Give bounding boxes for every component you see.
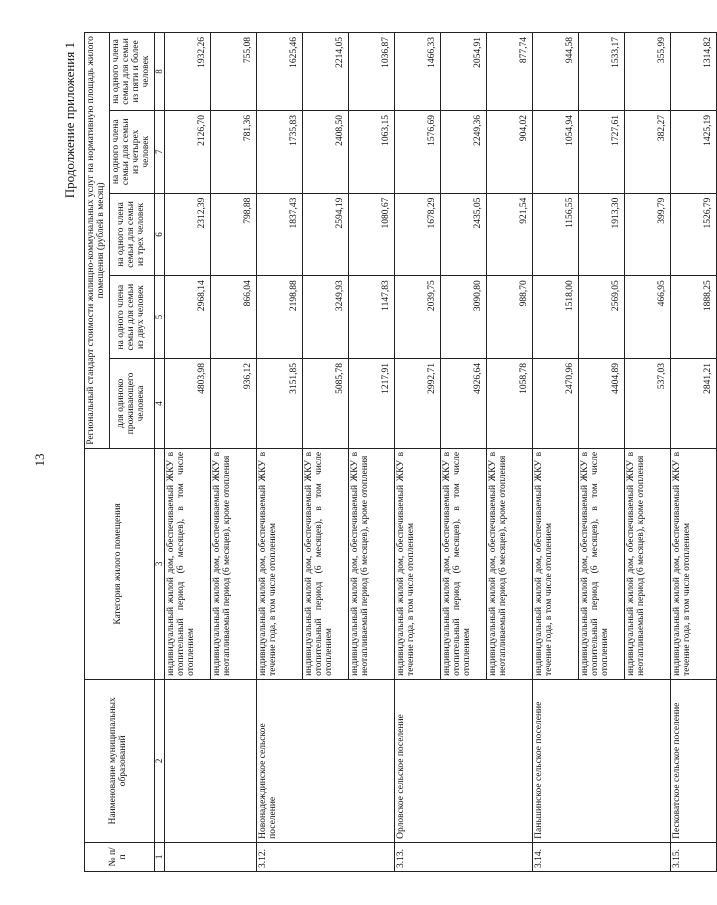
value-cell: 537,03: [625, 358, 671, 448]
row-number: 3.14.: [533, 842, 671, 871]
column-index-row: [154, 33, 164, 872]
value-cell: 2214,05: [303, 33, 349, 111]
value-cell: 1425,19: [671, 110, 717, 193]
header-family-4: на одного члена семьи для семьи из четырех человек: [109, 110, 154, 193]
value-cell: 2594,19: [303, 193, 349, 276]
value-cell: 755,08: [211, 33, 257, 111]
category-cell: индивидуальный жилой дом, обеспечиваемый ЖКУ в течение года, в том числе отоплением: [671, 448, 717, 679]
municipality-name: Паньшинское сельское поселение: [533, 679, 671, 842]
value-cell: 798,88: [211, 193, 257, 276]
value-cell: 1625,46: [257, 33, 303, 111]
column-index-cell: 4: [154, 358, 164, 448]
category-cell: индивидуальный жилой дом, обеспечиваемый ЖКУ в неотапливаемый период (6 месяцев), кроме отопления: [349, 448, 395, 679]
value-cell: 4404,89: [579, 358, 625, 448]
value-cell: 5085,78: [303, 358, 349, 448]
value-cell: 944,58: [533, 33, 579, 111]
value-cell: 2198,88: [257, 276, 303, 359]
value-cell: 2841,21: [671, 358, 717, 448]
municipality-name: Новонадеждинское сельское поселение: [257, 679, 395, 842]
value-cell: 382,27: [625, 110, 671, 193]
category-cell: индивидуальный жилой дом, обеспечиваемый ЖКУ в неотапливаемый период (6 месяцев), кроме отопления: [625, 448, 671, 679]
municipality-name: Песковатское сельское поселение: [671, 679, 717, 842]
value-cell: 2126,70: [165, 110, 211, 193]
row-number: [165, 842, 257, 871]
header-standard-group: Региональный стандарт стоимости жилищно-коммунальных услуг на нормативную площадь жилого помещения (рублей в месяц): [85, 33, 110, 449]
value-cell: 1678,29: [395, 193, 441, 276]
municipality-name: [165, 679, 257, 842]
value-cell: 2968,14: [165, 276, 211, 359]
column-index-cell: 1: [154, 842, 164, 871]
table-row: [257, 33, 303, 872]
rotated-page: [62, 30, 714, 880]
value-cell: 4926,64: [441, 358, 487, 448]
category-cell: индивидуальный жилой дом, обеспечиваемый ЖКУ в отопительный период (6 месяцев), в том числе отоплением: [303, 448, 349, 679]
housing-standard-table: [84, 32, 717, 872]
category-cell: индивидуальный жилой дом, обеспечиваемый ЖКУ в течение года, в том числе отоплением: [257, 448, 303, 679]
table-row: [165, 33, 211, 872]
header-municipality: Наименование муниципальных образований: [85, 679, 155, 842]
value-cell: 921,54: [487, 193, 533, 276]
value-cell: 781,36: [211, 110, 257, 193]
value-cell: 1727,61: [579, 110, 625, 193]
header-family-2: на одного члена семьи для семьи из двух человек: [109, 276, 154, 359]
value-cell: 2435,05: [441, 193, 487, 276]
value-cell: 1518,00: [533, 276, 579, 359]
value-cell: 3249,93: [303, 276, 349, 359]
value-cell: 1576,69: [395, 110, 441, 193]
appendix-title: Продолжение приложения 1: [62, 42, 77, 199]
row-number: 3.13.: [395, 842, 533, 871]
column-index-cell: 6: [154, 193, 164, 276]
value-cell: 1533,17: [579, 33, 625, 111]
value-cell: 1156,55: [533, 193, 579, 276]
value-cell: 866,04: [211, 276, 257, 359]
category-cell: индивидуальный жилой дом, обеспечиваемый ЖКУ в неотапливаемый период (6 месяцев), кроме отопления: [211, 448, 257, 679]
header-no: № п/п: [85, 842, 155, 871]
value-cell: 1526,79: [671, 193, 717, 276]
value-cell: 399,79: [625, 193, 671, 276]
page-number: 13: [32, 453, 47, 467]
value-cell: 877,74: [487, 33, 533, 111]
table-row: [395, 33, 441, 872]
value-cell: 1036,87: [349, 33, 395, 111]
municipality-name: Орловское сельское поселение: [395, 679, 533, 842]
table-row: [671, 33, 717, 872]
value-cell: 2470,96: [533, 358, 579, 448]
value-cell: 1466,33: [395, 33, 441, 111]
value-cell: 1837,43: [257, 193, 303, 276]
value-cell: 2054,91: [441, 33, 487, 111]
row-number: 3.12.: [257, 842, 395, 871]
table-body: [165, 33, 717, 872]
value-cell: 1054,94: [533, 110, 579, 193]
value-cell: 466,95: [625, 276, 671, 359]
category-cell: индивидуальный жилой дом, обеспечиваемый ЖКУ в течение года, в том числе отоплением: [533, 448, 579, 679]
value-cell: 4803,98: [165, 358, 211, 448]
value-cell: 1058,78: [487, 358, 533, 448]
value-cell: 1314,82: [671, 33, 717, 111]
column-index-cell: 8: [154, 33, 164, 111]
column-index-cell: 2: [154, 679, 164, 842]
value-cell: 2569,05: [579, 276, 625, 359]
value-cell: 1063,15: [349, 110, 395, 193]
value-cell: 2408,50: [303, 110, 349, 193]
category-cell: индивидуальный жилой дом, обеспечиваемый ЖКУ в отопительный период (6 месяцев), в том числе отоплением: [579, 448, 625, 679]
value-cell: 1913,30: [579, 193, 625, 276]
value-cell: 1080,67: [349, 193, 395, 276]
value-cell: 988,70: [487, 276, 533, 359]
category-cell: индивидуальный жилой дом, обеспечиваемый ЖКУ в отопительный период (6 месяцев), в том числе отоплением: [165, 448, 211, 679]
header-category: Категория жилого помещения: [85, 448, 155, 679]
table-row: [533, 33, 579, 872]
column-index-cell: 7: [154, 110, 164, 193]
value-cell: 904,02: [487, 110, 533, 193]
category-cell: индивидуальный жилой дом, обеспечиваемый ЖКУ в отопительный период (6 месяцев), в том числе отоплением: [441, 448, 487, 679]
value-cell: 936,12: [211, 358, 257, 448]
header-single: для одиноко проживающего человека: [109, 358, 154, 448]
row-number: 3.15.: [671, 842, 717, 871]
header-family-3: на одного члена семьи для семьи из трех человек: [109, 193, 154, 276]
header-family-5: на одного члена семьи для семьи из пяти и более человек: [109, 33, 154, 111]
value-cell: 2992,71: [395, 358, 441, 448]
column-index-cell: 3: [154, 448, 164, 679]
value-cell: 2039,75: [395, 276, 441, 359]
value-cell: 3151,85: [257, 358, 303, 448]
value-cell: 1217,91: [349, 358, 395, 448]
value-cell: 1888,25: [671, 276, 717, 359]
value-cell: 1147,83: [349, 276, 395, 359]
column-index-cell: 5: [154, 276, 164, 359]
value-cell: 1735,83: [257, 110, 303, 193]
value-cell: 355,99: [625, 33, 671, 111]
category-cell: индивидуальный жилой дом, обеспечиваемый ЖКУ в течение года, в том числе отоплением: [395, 448, 441, 679]
value-cell: 2312,39: [165, 193, 211, 276]
value-cell: 3090,80: [441, 276, 487, 359]
value-cell: 2249,36: [441, 110, 487, 193]
value-cell: 1932,26: [165, 33, 211, 111]
category-cell: индивидуальный жилой дом, обеспечиваемый ЖКУ в неотапливаемый период (6 месяцев), кроме отопления: [487, 448, 533, 679]
